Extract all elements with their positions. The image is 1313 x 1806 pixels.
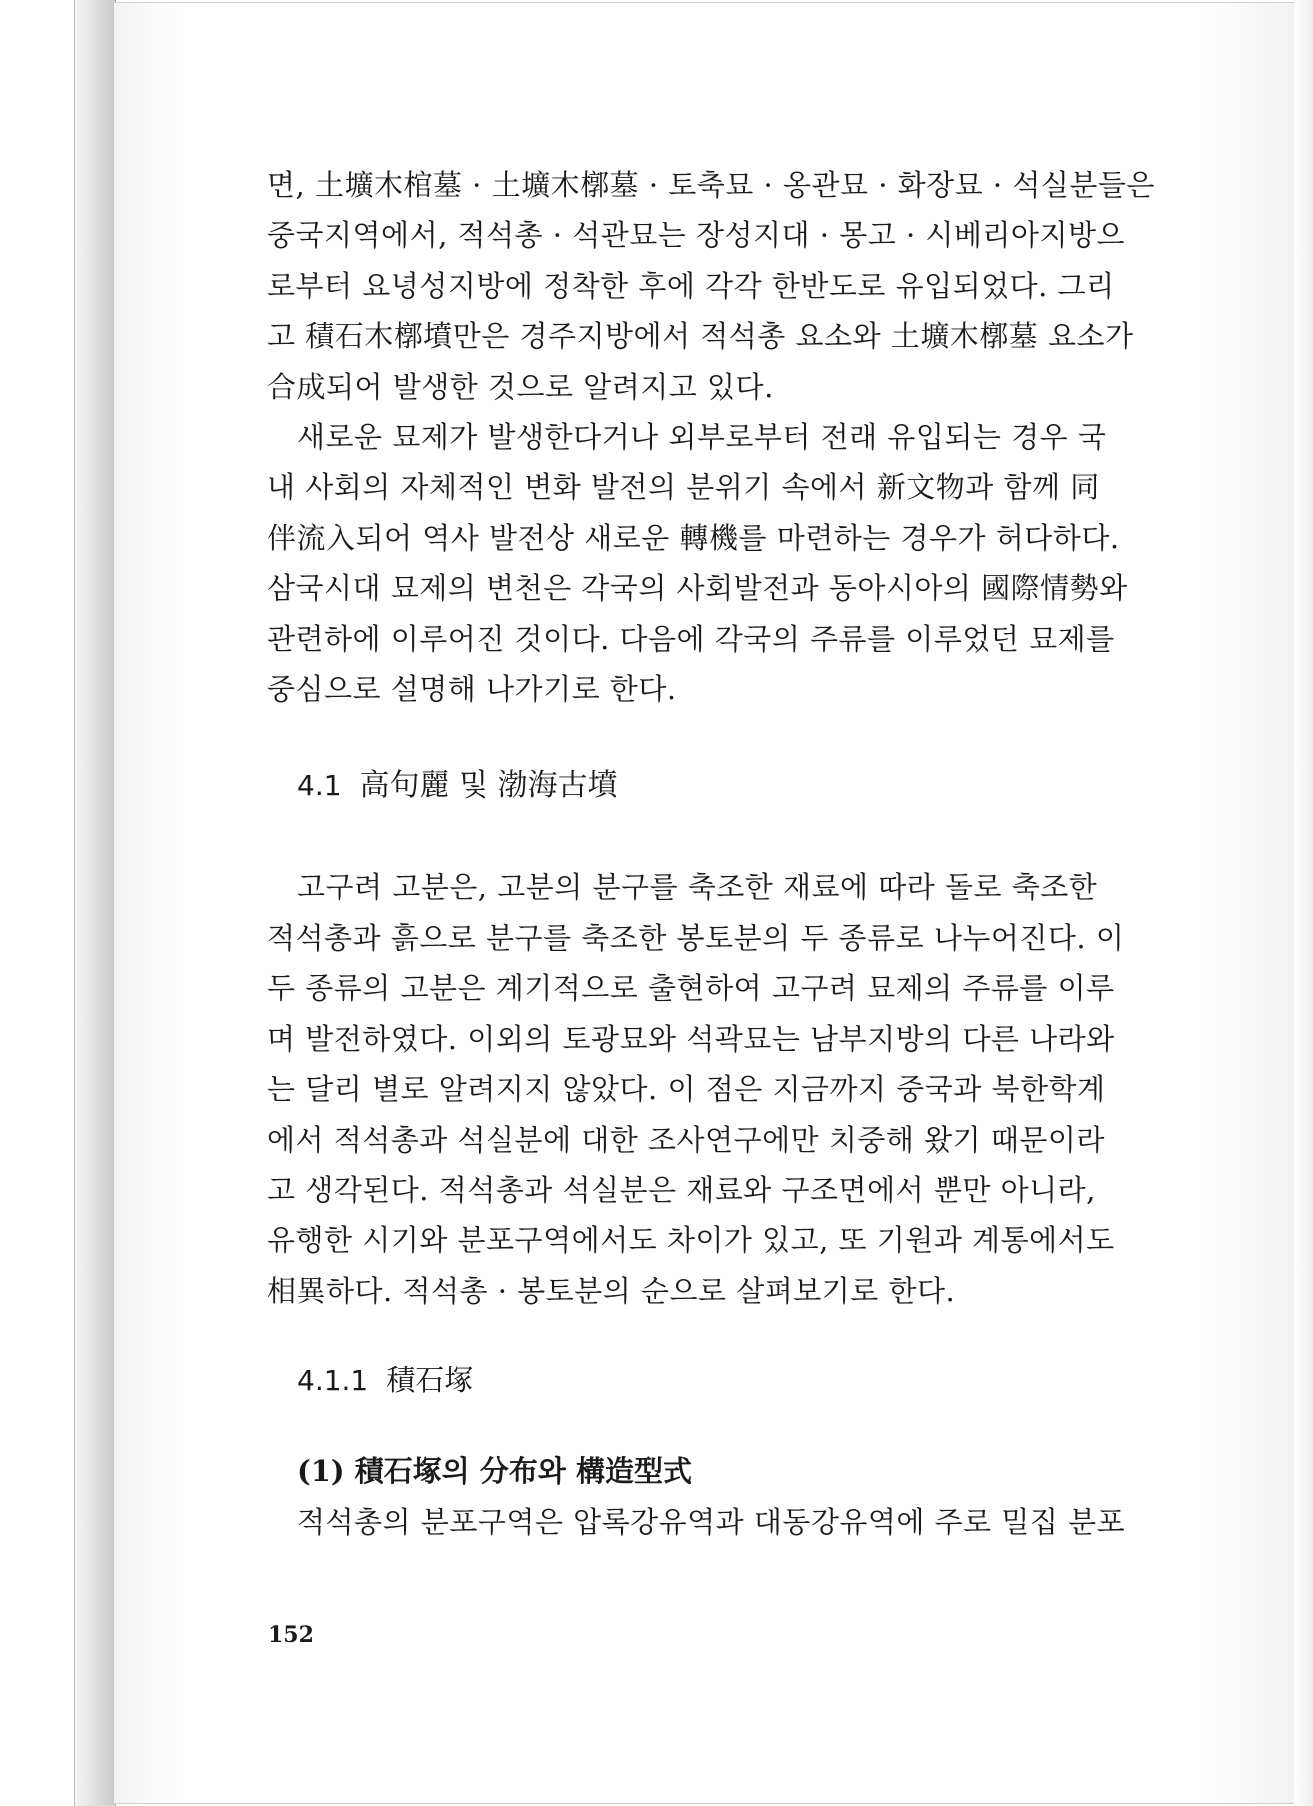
text-line: 적석총의 분포구역은 압록강유역과 대동강유역에 주로 밀집 분포 [297,1505,1126,1540]
text-line: 로부터 요녕성지방에 정착한 후에 각각 한반도로 유입되었다. 그리 [267,268,1115,303]
section-heading-4-1 [267,766,1167,806]
text-line: 적석총과 흙으로 분구를 축조한 봉토분의 두 종류로 나누어진다. 이 [267,920,1125,955]
text-line: 에서 적석총과 석실분에 대한 조사연구에만 치중해 왔기 때문이라 [267,1122,1105,1157]
paragraph-4 [267,1497,1167,1547]
text-line: 고 積石木槨墳만은 경주지방에서 적석총 요소와 土壙木槨墓 요소가 [267,319,1134,354]
text-line: 며 발전하였다. 이외의 토광묘와 석곽묘는 남부지방의 다른 나라와 [267,1021,1115,1056]
section-number: 4.1 [297,769,342,803]
text-line: 새로운 묘제가 발생한다거나 외부로부터 전래 유입되는 경우 국 [297,420,1107,455]
text-line: 중국지역에서, 적석총 · 석관묘는 장성지대 · 몽고 · 시베리아지방으 [267,218,1125,253]
paragraph-3 [267,862,1167,1316]
text-line: 相異하다. 적석총 · 봉토분의 순으로 살펴보기로 한다. [267,1273,956,1308]
text-line: 두 종류의 고분은 계기적으로 출현하여 고구려 묘제의 주류를 이루 [267,971,1115,1006]
subsection-title: 積石塚 [386,1363,474,1398]
page-content [267,160,1167,1548]
text-line: 면, 土壙木棺墓 · 土壙木槨墓 · 토축묘 · 옹관묘 · 화장묘 · 석실분들은 [267,168,1155,202]
text-line: 고구려 고분은, 고분의 분구를 축조한 재료에 따라 돌로 축조한 [297,870,1098,905]
paragraph-1 [267,160,1167,412]
text-line: 合成되어 발생한 것으로 알려지고 있다. [267,369,774,404]
page-edge-shadow [1293,0,1313,1806]
text-line: 중심으로 설명해 나가기로 한다. [267,672,677,707]
text-line: 내 사회의 자체적인 변화 발전의 분위기 속에서 新文物과 함께 同 [267,470,1100,505]
text-line: 삼국시대 묘제의 변천은 각국의 사회발전과 동아시아의 國際情勢와 [267,571,1128,606]
subsection-number: 4.1.1 [297,1364,369,1398]
text-line: 는 달리 별로 알려지지 않았다. 이 점은 지금까지 중국과 북한학계 [267,1072,1106,1107]
text-line: 伴流入되어 역사 발전상 새로운 轉機를 마련하는 경우가 허다하다. [267,520,1120,555]
subheading-distribution: (1) 積石塚의 分布와 構造型式 [297,1454,692,1489]
book-spine [74,0,116,1806]
section-heading-4-1-1 [267,1360,1167,1401]
text-line: 유행한 시기와 분포구역에서도 차이가 있고, 또 기원과 계통에서도 [267,1223,1115,1258]
section-title: 高句麗 및 渤海古墳 [359,768,618,804]
page-number: 152 [268,1622,314,1648]
text-line: 고 생각된다. 적석총과 석실분은 재료와 구조면에서 뿐만 아니라, [267,1172,1096,1207]
text-line: 관련하에 이루어진 것이다. 다음에 각국의 주류를 이루었던 묘제를 [267,621,1115,656]
paragraph-2 [267,412,1167,714]
